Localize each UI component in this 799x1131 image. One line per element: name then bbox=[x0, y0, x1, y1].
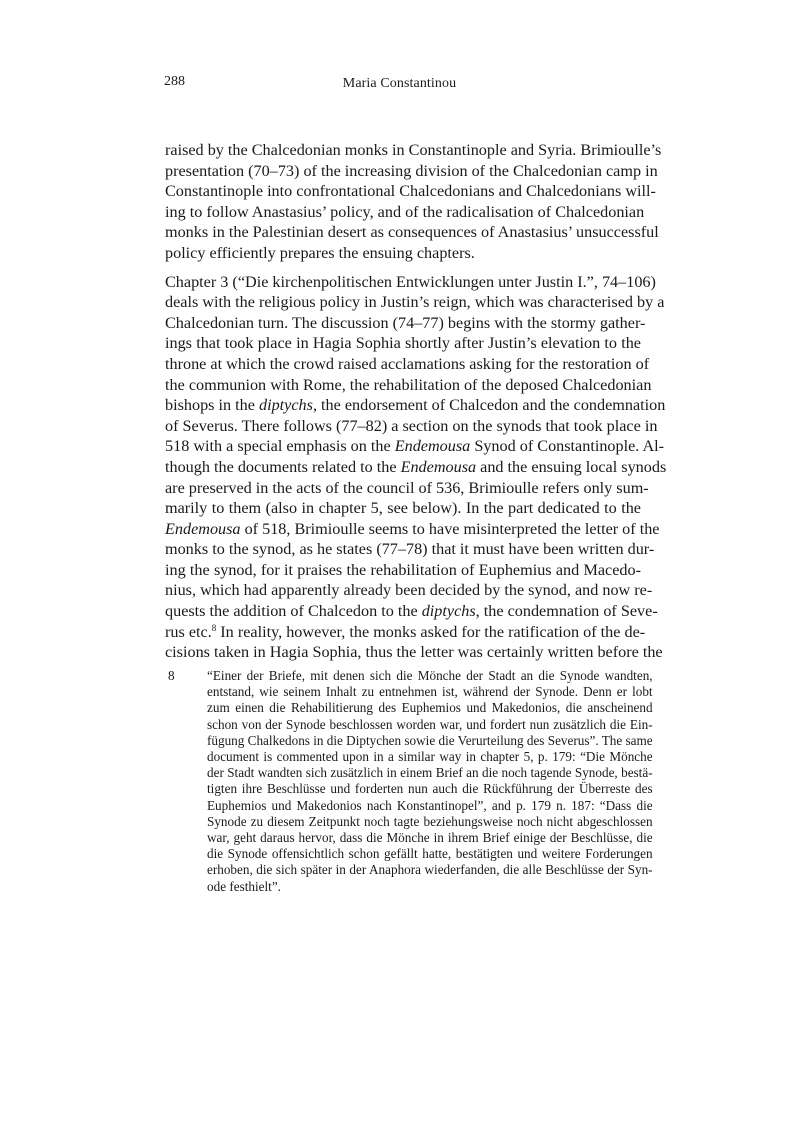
text-line: monks in the Palestinian desert as consequences of Anastasius’ unsuccessful bbox=[165, 223, 659, 242]
text-line: bishops in the diptychs, the endorsement of Chalcedon and the condemnation bbox=[165, 396, 666, 415]
text-line: policy efficiently prepares the ensuing chapters. bbox=[165, 243, 475, 262]
text-line: ing the synod, for it praises the rehabilitation of Euphemius and Macedo- bbox=[165, 560, 641, 579]
text-line: Chapter 3 (“Die kirchenpolitischen Entwicklungen unter Justin I.”, 74–106) bbox=[165, 272, 656, 291]
italic-term: diptychs bbox=[258, 396, 313, 415]
text-line: die Synode offensichtlich schon gefällt hatte, bestätigten und weitere Forderungen bbox=[207, 846, 653, 862]
text-line: quests the addition of Chalcedon to the diptychs, the condemnation of Seve- bbox=[165, 602, 658, 621]
text-line: nius, which had apparently already been decided by the synod, and now re- bbox=[165, 581, 653, 600]
text-line: deals with the religious policy in Justin’s reign, which was characterised by a bbox=[165, 293, 665, 312]
footnote-text bbox=[207, 668, 653, 895]
text-line: document is commented upon in a similar way in chapter 5, p. 179: “Die Mönche bbox=[207, 749, 653, 765]
footnote-reference[interactable]: 8 bbox=[211, 622, 217, 633]
text-line: Euphemios und Makedonios nach Konstantinopel”, and p. 179 n. 187: “Dass die bbox=[207, 797, 653, 813]
footnote-number: 8 bbox=[168, 668, 175, 683]
italic-term: Endemousa bbox=[400, 457, 477, 476]
page-number: 288 bbox=[164, 74, 185, 89]
text-line: ings that took place in Hagia Sophia shortly after Justin’s elevation to the bbox=[165, 334, 641, 353]
text-line: rus etc.$^8$ In reality, however, the monks asked for the ratification of the de- bbox=[165, 622, 646, 641]
text-line: fügung Chalkedons in die Diptychen sowie die Verurteilung des Severus”. The same bbox=[207, 732, 653, 748]
text-line: 518 with a special emphasis on the Endemousa Synod of Constantinople. Al- bbox=[165, 437, 665, 456]
text-line: of Severus. There follows (77–82) a section on the synods that took place in bbox=[165, 416, 658, 435]
text-line: “Einer der Briefe, mit denen sich die Mönche der Stadt an die Synode wandten, bbox=[207, 668, 653, 683]
text-line: though the documents related to the Endemousa and the ensuing local synods bbox=[165, 457, 667, 476]
italic-term: Endemousa bbox=[394, 437, 471, 456]
text-line: Endemousa of 518, Brimioulle seems to have misinterpreted the letter of the bbox=[165, 519, 660, 538]
body-paragraph bbox=[165, 140, 662, 264]
text-line: zum einen die Rehabilitierung des Euphemios und Makedonios, die anscheinend bbox=[207, 700, 653, 716]
text-line: marily to them (also in chapter 5, see below). In the part dedicated to the bbox=[165, 499, 641, 518]
text-line: ode festhielt”. bbox=[207, 878, 281, 894]
text-line: Constantinople into confrontational Chalcedonians and Chalcedonians will- bbox=[165, 182, 656, 201]
text-line: tigten ihre Beschlüsse und forderten nun auch die Rückführung der Überreste des bbox=[207, 781, 653, 797]
text-line: throne at which the crowd raised acclamations asking for the restoration of bbox=[165, 354, 650, 373]
text-line: ing to follow Anastasius’ policy, and of the radicalisation of Chalcedonian bbox=[165, 202, 645, 221]
text-line: presentation (70–73) of the increasing division of the Chalcedonian camp in bbox=[165, 161, 658, 180]
text-line: the communion with Rome, the rehabilitation of the deposed Chalcedonian bbox=[165, 375, 652, 394]
text-line: erhoben, die sich später in der Anaphora wiederfanden, die alle Beschlüsse der Syn- bbox=[207, 862, 653, 878]
text-line: schon von der Synode beschlossen worden war, und fordert nun zusätzlich die Ein- bbox=[207, 716, 653, 732]
body-paragraph bbox=[165, 272, 667, 663]
text-line: raised by the Chalcedonian monks in Constantinople and Syria. Brimioulle’s bbox=[165, 141, 662, 159]
text-line: entstand, wie seinem Inhalt zu entnehmen ist, während der Synode. Denn er lobt bbox=[207, 684, 653, 700]
text-line: cisions taken in Hagia Sophia, thus the letter was certainly written before the bbox=[165, 643, 663, 662]
main-text bbox=[165, 140, 667, 663]
italic-term: Endemousa bbox=[165, 519, 241, 538]
text-line: monks to the synod, as he states (77–78) that it must have been written dur- bbox=[165, 540, 655, 559]
running-head: Maria Constantinou bbox=[342, 76, 457, 91]
text-line: war, geht daraus hervor, dass die Mönche in ihrem Brief einige der Beschlüsse, die bbox=[207, 830, 653, 846]
text-line: der Stadt wandten sich zusätzlich in einem Brief an die noch tagende Synode, bestä- bbox=[207, 765, 653, 781]
text-line: Synode zu diesem Zeitpunkt noch tagte beziehungsweise noch nicht abgeschlossen bbox=[207, 813, 653, 829]
text-line: are preserved in the acts of the council of 536, Brimioulle refers only sum- bbox=[165, 478, 649, 497]
text-line: Chalcedonian turn. The discussion (74–77) begins with the stormy gather- bbox=[165, 313, 646, 332]
italic-term: diptychs bbox=[421, 602, 476, 621]
footnotes bbox=[165, 668, 653, 895]
footnote bbox=[165, 668, 653, 895]
